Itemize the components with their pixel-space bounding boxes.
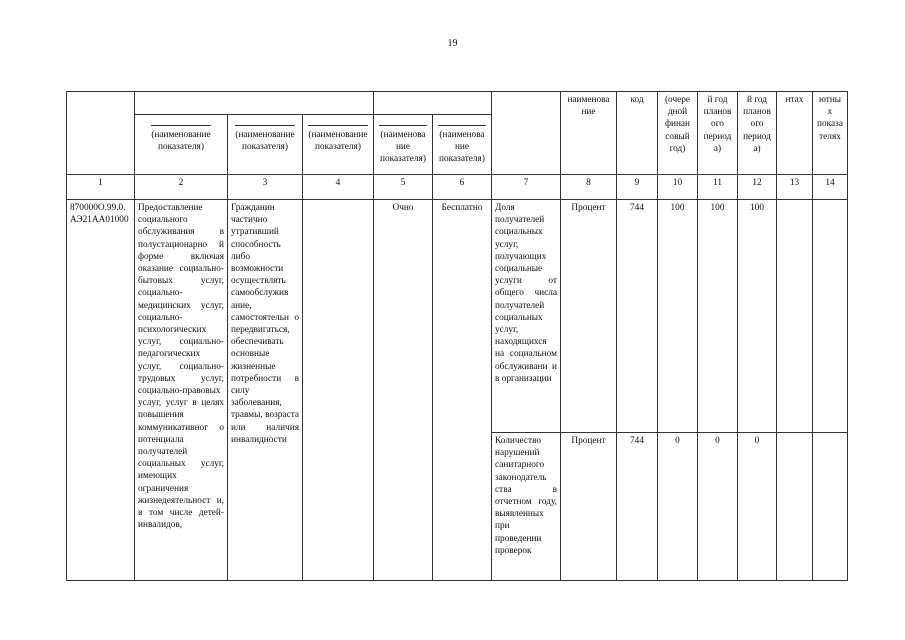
column-number: 10: [658, 175, 698, 200]
caption-underline: [308, 125, 368, 126]
service-form: Очно: [374, 200, 433, 581]
caption-text: (наименование показателя): [235, 130, 295, 153]
caption-underline: [379, 125, 427, 126]
column-number: 7: [492, 175, 561, 200]
header-caption-col3: [228, 115, 303, 175]
value-plan-year-1: 100: [698, 200, 738, 433]
value-col14: [813, 200, 848, 433]
caption-text: (наименование показателя): [308, 130, 368, 153]
value-current-year: 100: [658, 200, 698, 433]
unit-code: 744: [617, 433, 658, 581]
indicators-table: [66, 91, 848, 581]
column-number: 6: [433, 175, 492, 200]
header-caption-col5: [374, 115, 433, 175]
value-plan-year-2: 100: [738, 200, 777, 433]
header-row-top: [67, 92, 848, 115]
value-plan-year-2: 0: [738, 433, 777, 581]
header-cell-col13: нтах: [777, 92, 813, 175]
header-cell-col14: ютны х показа телях: [813, 92, 848, 175]
unit-code: 744: [617, 200, 658, 433]
column-number: 8: [561, 175, 617, 200]
indicator-name: Доля получателей социальных услуг, получающих социальные услуги от общего числа получателей социальных услуг, находящихся на социальном обслуживани и в организации: [492, 200, 561, 433]
header-cell-col8: наименова ние: [561, 92, 617, 175]
column-number: 11: [698, 175, 738, 200]
caption-text: (наименова ние показателя): [439, 130, 485, 165]
service-name: Предоставление социального обслуживания в полустационарно й форме включая оказание социально-бытовых услуг, социально-медицинских услуг, социально-психологических услуг, социально-педагогических услуг, социально-трудовых услуг, социально-правовых услуг, услуг в целях повышения коммуникативног о потенциала получателей социальных услуг, имеющих ограничения жизнедеятельност и, в том числе детей-инвалидов,: [135, 200, 228, 581]
header-cell-col7: [492, 92, 561, 175]
payment-type: Бесплатно: [433, 200, 492, 581]
header-cell-col9: код: [617, 92, 658, 175]
caption-underline: [438, 125, 486, 126]
column-number: 14: [813, 175, 848, 200]
value-current-year: 0: [658, 433, 698, 581]
header-caption-col6: [433, 115, 492, 175]
header-group-service: [135, 92, 374, 115]
caption-text: (наименова ние показателя): [380, 130, 426, 165]
caption-underline: [235, 125, 295, 126]
indicator-col4: [303, 200, 374, 581]
indicator-name: Количество нарушений санитарного законодатель ства в отчетном году, выявленных при проведении проверок: [492, 433, 561, 581]
header-cell-col1: [67, 92, 135, 175]
column-number: 3: [228, 175, 303, 200]
header-cell-col12: й год планов ого период а): [738, 92, 777, 175]
recipient-category: Гражданин частично утративший способность либо возможности осуществлять самообслужив ание, самостоятельн о передвигаться, обеспечивать основные жизненные потребности в силу заболевания, травмы, возраста или наличия инвалидности: [228, 200, 303, 581]
caption-text: (наименование показателя): [151, 130, 211, 153]
column-number: 4: [303, 175, 374, 200]
registry-code: 870000О.99.0.АЭ21АА01000: [67, 200, 135, 581]
value-col13: [777, 200, 813, 433]
column-numbers-row: [67, 175, 848, 200]
unit-name: Процент: [561, 433, 617, 581]
header-group-conditions: [374, 92, 492, 115]
caption-underline: [151, 125, 211, 126]
page-number: 19: [447, 38, 458, 49]
header-caption-col4: [303, 115, 374, 175]
value-col13: [777, 433, 813, 581]
value-col14: [813, 433, 848, 581]
column-number: 1: [67, 175, 135, 200]
column-number: 5: [374, 175, 433, 200]
column-number: 12: [738, 175, 777, 200]
header-caption-col2: [135, 115, 228, 175]
table-row: [67, 200, 848, 433]
header-cell-col10: (очере дной финан совый год): [658, 92, 698, 175]
column-number: 2: [135, 175, 228, 200]
unit-name: Процент: [561, 200, 617, 433]
column-number: 13: [777, 175, 813, 200]
column-number: 9: [617, 175, 658, 200]
header-cell-col11: й год планов ого период а): [698, 92, 738, 175]
value-plan-year-1: 0: [698, 433, 738, 581]
